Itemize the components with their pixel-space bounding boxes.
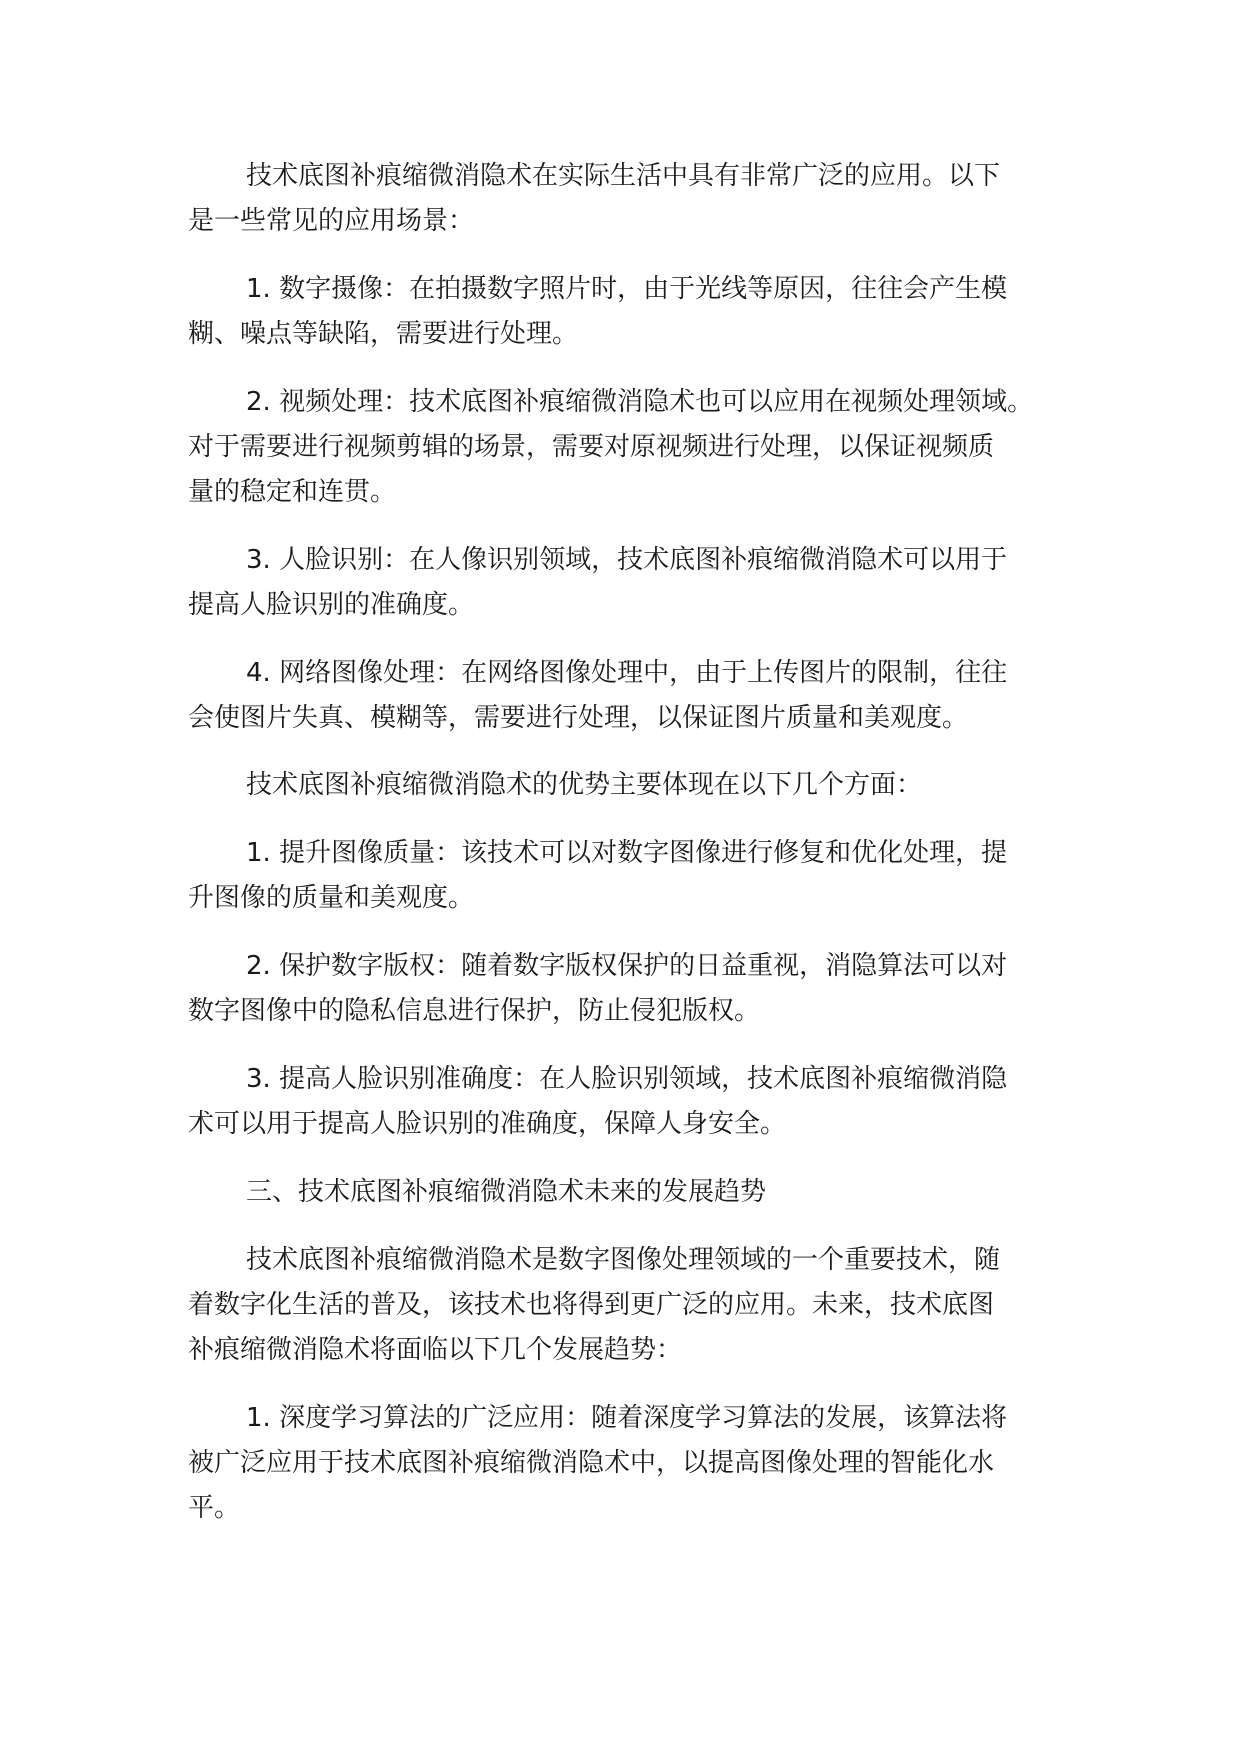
list-item-3-line-2: 提高人脸识别的准确度。 (188, 590, 475, 620)
advantage-2-line-2: 数字图像中的隐私信息进行保护，防止侵犯版权。 (188, 996, 761, 1026)
list-item-2-line-1: 2. 视频处理：技术底图补痕缩微消隐术也可以应用在视频处理领域。 (246, 387, 1034, 417)
list-item-2-line-3: 量的稳定和连贯。 (188, 477, 397, 507)
advantage-2-line-1: 2. 保护数字版权：随着数字版权保护的日益重视，消隐算法可以对 (246, 951, 1008, 981)
trend-1-line-1: 1. 深度学习算法的广泛应用：随着深度学习算法的发展，该算法将 (246, 1403, 1008, 1433)
advantage-1-line-1: 1. 提升图像质量：该技术可以对数字图像进行修复和优化处理，提 (246, 838, 1008, 868)
trend-1-line-2: 被广泛应用于技术底图补痕缩微消隐术中，以提高图像处理的智能化水 (188, 1448, 995, 1478)
list-item-1-line-2: 糊、噪点等缺陷，需要进行处理。 (188, 319, 579, 349)
advantage-3-line-1: 3. 提高人脸识别准确度：在人脸识别领域，技术底图补痕缩微消隐 (246, 1064, 1008, 1094)
paragraph-trends-line-1: 技术底图补痕缩微消隐术是数字图像处理领域的一个重要技术，随 (246, 1245, 1001, 1275)
list-item-4-line-1: 4. 网络图像处理：在网络图像处理中，由于上传图片的限制，往往 (246, 658, 1008, 688)
list-item-1-line-1: 1. 数字摄像：在拍摄数字照片时，由于光线等原因，往往会产生模 (246, 274, 1008, 304)
paragraph-advantages-intro: 技术底图补痕缩微消隐术的优势主要体现在以下几个方面： (246, 770, 923, 800)
advantage-3-line-2: 术可以用于提高人脸识别的准确度，保障人身安全。 (188, 1109, 787, 1139)
paragraph-intro-line-2: 是一些常见的应用场景： (188, 206, 475, 236)
trend-1-line-3: 平。 (188, 1493, 241, 1523)
list-item-3-line-1: 3. 人脸识别：在人像识别领域，技术底图补痕缩微消隐术可以用于 (246, 545, 1008, 575)
list-item-4-line-2: 会使图片失真、模糊等，需要进行处理，以保证图片质量和美观度。 (188, 703, 969, 733)
paragraph-intro-line-1: 技术底图补痕缩微消隐术在实际生活中具有非常广泛的应用。以下 (246, 161, 1001, 191)
section-heading-trends: 三、技术底图补痕缩微消隐术未来的发展趋势 (246, 1177, 767, 1207)
paragraph-trends-line-2: 着数字化生活的普及，该技术也将得到更广泛的应用。未来，技术底图 (188, 1290, 995, 1320)
paragraph-trends-line-3: 补痕缩微消隐术将面临以下几个发展趋势： (188, 1335, 683, 1365)
list-item-2-line-2: 对于需要进行视频剪辑的场景，需要对原视频进行处理，以保证视频质 (188, 432, 995, 462)
advantage-1-line-2: 升图像的质量和美观度。 (188, 883, 475, 913)
